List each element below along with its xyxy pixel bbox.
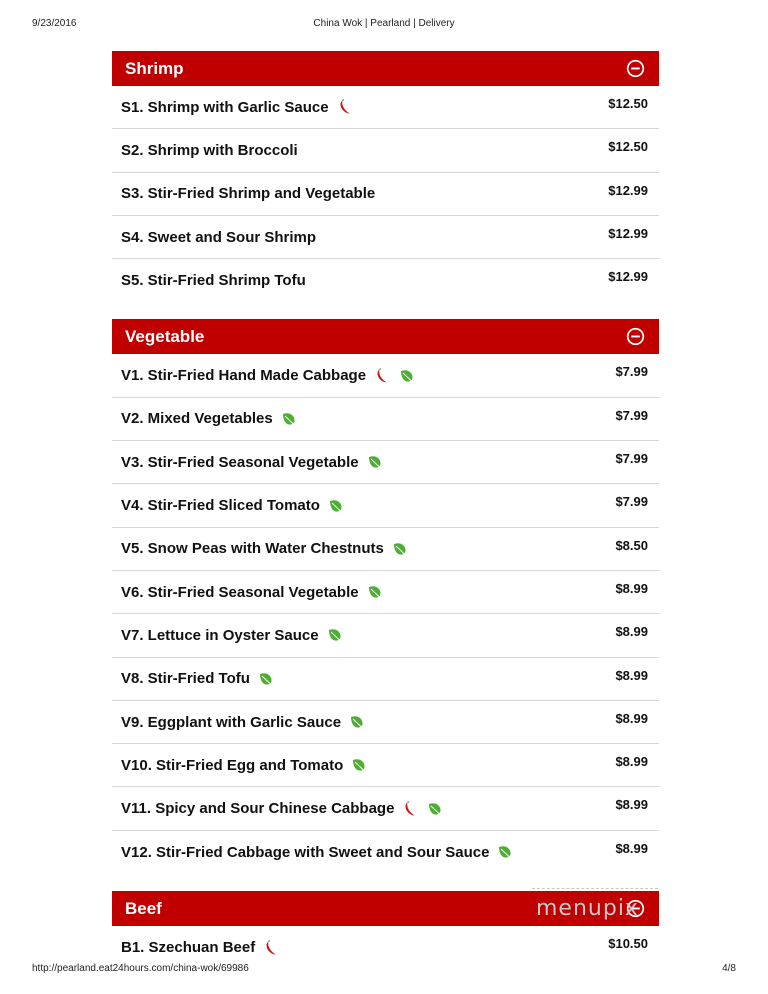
diet-icons	[337, 99, 353, 115]
menu-item[interactable]	[112, 571, 659, 614]
menu-item-name: S1. Shrimp with Garlic Sauce	[121, 98, 329, 116]
menu-item-name-wrap	[112, 99, 353, 116]
menu-item-name: V5. Snow Peas with Water Chestnuts	[121, 540, 384, 558]
menu-item[interactable]	[112, 701, 659, 744]
section-title: Vegetable	[125, 326, 205, 346]
menu-item-name: S3. Stir-Fried Shrimp and Vegetable	[121, 185, 376, 203]
leaf-icon	[349, 714, 365, 730]
menu-item-name-wrap	[112, 670, 274, 687]
menu-item-price: $12.50	[608, 96, 648, 111]
menu-item-price: $10.50	[608, 936, 648, 952]
menu-item-price: $8.50	[615, 537, 648, 553]
menu-item[interactable]	[112, 129, 659, 172]
menu-item[interactable]	[112, 787, 659, 830]
chili-pepper-icon	[263, 940, 279, 956]
chili-pepper-icon	[374, 368, 390, 384]
diet-icons	[367, 584, 383, 600]
menu-item-name-wrap	[112, 367, 415, 384]
menu-item-price: $7.99	[615, 451, 648, 467]
diet-icons	[351, 757, 367, 773]
print-header	[32, 18, 736, 32]
menu-item[interactable]	[112, 528, 659, 571]
menu-item-price: $12.99	[608, 182, 648, 198]
diet-icons	[328, 498, 344, 514]
menu-item-name-wrap	[112, 454, 383, 471]
menu-item-name-wrap	[112, 714, 365, 731]
menu-item-price: $8.99	[615, 754, 648, 770]
menu-list	[112, 51, 659, 986]
menu-item[interactable]	[112, 354, 659, 397]
menu-item-name-wrap	[112, 410, 297, 427]
menu-item[interactable]	[112, 484, 659, 527]
section-title: Beef	[125, 898, 162, 918]
diet-icons	[367, 454, 383, 470]
print-title: China Wok | Pearland | Delivery	[313, 18, 455, 29]
page-number: 4/8	[722, 963, 736, 974]
leaf-icon	[258, 671, 274, 687]
menu-item-name-wrap	[112, 844, 513, 861]
menu-item-price: $7.99	[615, 364, 648, 380]
section-header-shrimp[interactable]	[112, 51, 659, 86]
leaf-icon	[328, 498, 344, 514]
menu-item-name: B1. Szechuan Beef	[121, 939, 256, 957]
diet-icons	[258, 671, 274, 687]
menu-item-name: V11. Spicy and Sour Chinese Cabbage	[121, 800, 395, 818]
diet-icons	[281, 411, 297, 427]
menu-item[interactable]	[112, 398, 659, 441]
menu-item-name-wrap	[112, 757, 367, 774]
section-items	[112, 354, 659, 874]
menu-item-price: $8.99	[615, 667, 648, 683]
leaf-icon	[392, 541, 408, 557]
menu-item-name: S2. Shrimp with Broccoli	[121, 141, 298, 159]
diet-icons	[374, 368, 415, 384]
collapse-minus-icon[interactable]	[626, 59, 645, 78]
menu-item-name: V8. Stir-Fried Tofu	[121, 670, 250, 688]
leaf-icon	[427, 801, 443, 817]
section-header-vegetable[interactable]	[112, 319, 659, 354]
chili-pepper-icon	[337, 99, 353, 115]
menu-item-name: V9. Eggplant with Garlic Sauce	[121, 713, 342, 731]
menu-item-name-wrap	[112, 497, 344, 514]
watermark-logo	[532, 884, 658, 922]
menu-item-name: V2. Mixed Vegetables	[121, 410, 273, 428]
menu-item-name: V7. Lettuce in Oyster Sauce	[121, 626, 319, 644]
menu-item-price: $7.99	[615, 494, 648, 510]
menu-item-name: V1. Stir-Fried Hand Made Cabbage	[121, 367, 367, 385]
menu-item-name: V10. Stir-Fried Egg and Tomato	[121, 756, 344, 774]
leaf-icon	[327, 627, 343, 643]
menu-item-price: $8.99	[615, 710, 648, 726]
menu-item-price: $8.99	[615, 624, 648, 640]
menu-item-name: V3. Stir-Fried Seasonal Vegetable	[121, 453, 359, 471]
menu-item-price: $8.99	[615, 797, 648, 813]
leaf-icon	[351, 757, 367, 773]
menu-item-name: V4. Stir-Fried Sliced Tomato	[121, 497, 320, 515]
menu-item-name-wrap	[112, 229, 316, 246]
menu-item-name: V12. Stir-Fried Cabbage with Sweet and Sour Sauce	[121, 843, 490, 861]
print-footer	[32, 963, 736, 977]
menu-item-price: $7.99	[615, 407, 648, 423]
menu-item[interactable]	[112, 86, 659, 129]
leaf-icon	[367, 454, 383, 470]
menu-item-name-wrap	[112, 540, 408, 557]
menu-item-name-wrap	[112, 584, 383, 601]
menu-item[interactable]	[112, 658, 659, 701]
section-title: Shrimp	[125, 58, 184, 78]
leaf-icon	[497, 844, 513, 860]
print-date: 9/23/2016	[32, 18, 77, 29]
menu-item-price: $12.99	[608, 225, 648, 241]
menu-item-price: $12.50	[608, 139, 648, 155]
section-items	[112, 86, 659, 302]
menu-item-price: $12.99	[608, 269, 648, 285]
watermark-text: menupix	[536, 896, 639, 921]
menu-item-name-wrap	[112, 800, 443, 817]
chili-pepper-icon	[402, 801, 418, 817]
menu-item[interactable]	[112, 173, 659, 216]
diet-icons	[349, 714, 365, 730]
leaf-icon	[399, 368, 415, 384]
menu-item-price: $8.99	[615, 580, 648, 596]
menu-item[interactable]	[112, 614, 659, 657]
diet-icons	[497, 844, 513, 860]
diet-icons	[327, 627, 343, 643]
menu-item[interactable]	[112, 259, 659, 302]
leaf-icon	[367, 584, 383, 600]
collapse-minus-icon[interactable]	[626, 327, 645, 346]
menu-item-name-wrap	[112, 142, 298, 159]
diet-icons	[402, 801, 443, 817]
menu-item-name-wrap	[112, 627, 343, 644]
print-url: http://pearland.eat24hours.com/china-wok/69986	[32, 963, 249, 974]
diet-icons	[392, 541, 408, 557]
menu-item-name-wrap	[112, 272, 306, 289]
menu-item[interactable]	[112, 216, 659, 259]
menu-item-name: V6. Stir-Fried Seasonal Vegetable	[121, 583, 359, 601]
menu-item-name: S4. Sweet and Sour Shrimp	[121, 228, 317, 246]
menu-item-name-wrap	[112, 185, 375, 202]
menu-item[interactable]	[112, 441, 659, 484]
menu-item-name-wrap	[112, 939, 279, 956]
diet-icons	[263, 940, 279, 956]
leaf-icon	[281, 411, 297, 427]
menu-item-name: S5. Stir-Fried Shrimp Tofu	[121, 272, 306, 290]
menu-item[interactable]	[112, 744, 659, 787]
menu-item[interactable]	[112, 831, 659, 874]
menu-item-price: $8.99	[615, 840, 648, 856]
